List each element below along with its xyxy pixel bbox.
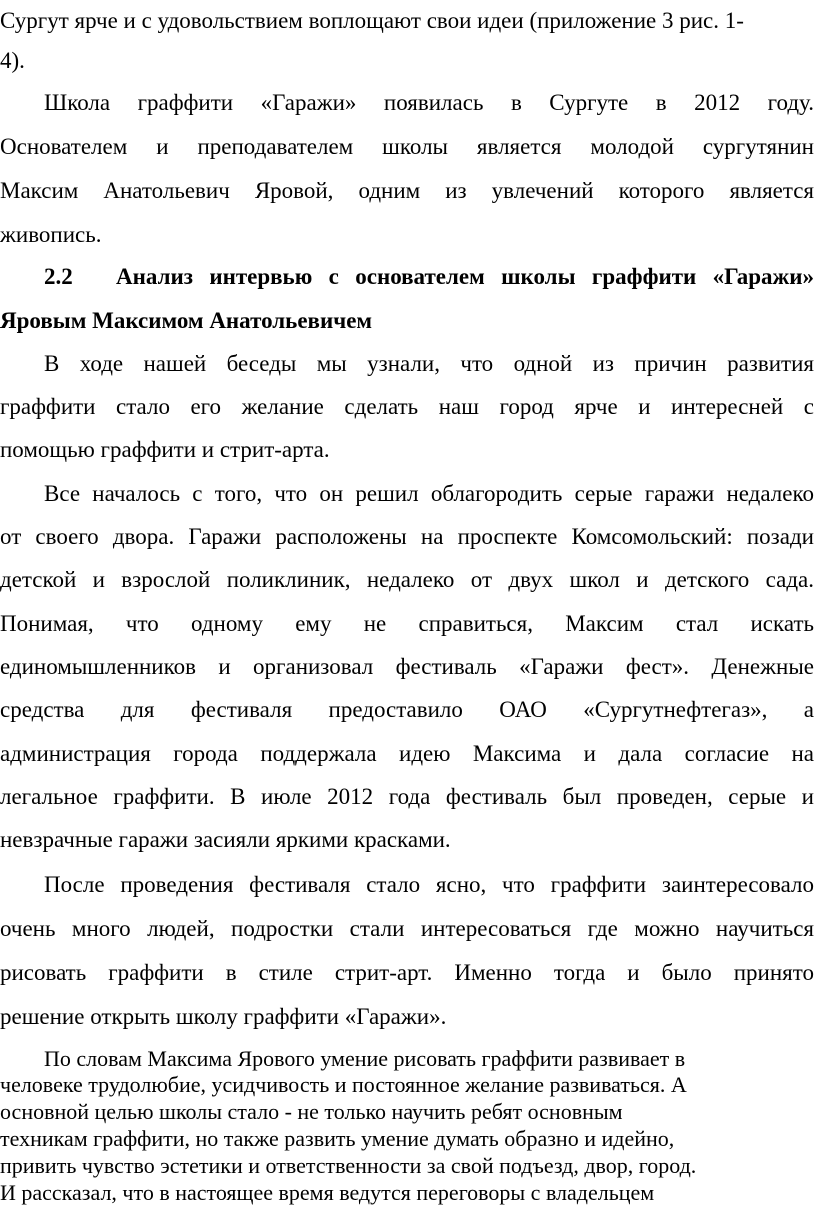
paragraph-garages-line-1: Все началось с того, что он решил облагородить серые гаражи недалеко (44, 481, 814, 506)
section-heading (44, 264, 814, 290)
paragraph-skills-line-5: привить чувство эстетики и ответственности за свой подъезд, двор, город. (0, 1153, 697, 1178)
paragraph-skills-line-1: По словам Максима Ярового умение рисовать граффити развивает в (44, 1046, 686, 1071)
paragraph-festival-line-1: После проведения фестиваля стало ясно, что граффити заинтересовало (44, 872, 814, 897)
paragraph-garages-line-7: администрация города поддержала идею Максима и дала согласие на (0, 741, 814, 766)
paragraph-skills-line-2: человеке трудолюбие, усидчивость и постоянное желание развиваться. А (0, 1072, 687, 1097)
section-heading-title: Анализ интервью с основателем школы граффити «Гаражи» (116, 264, 814, 289)
paragraph-school-line-1: Школа граффити «Гаражи» появилась в Сургуте в 2012 году. (44, 90, 814, 115)
paragraph-garages-line-9: невзрачные гаражи засияли яркими красками. (0, 827, 451, 852)
paragraph-festival-line-2: очень много людей, подростки стали интересоваться где можно научиться (0, 916, 814, 941)
paragraph-garages-line-3: детской и взрослой поликлиник, недалеко от двух школ и детского сада. (0, 567, 814, 592)
section-heading-number: 2.2 (44, 264, 73, 289)
paragraph-festival-line-4: решение открыть школу граффити «Гаражи». (0, 1004, 447, 1029)
paragraph-school-line-4: живопись. (0, 222, 102, 247)
paragraph-garages-line-4: Понимая, что одному ему не справиться, Максим стал искать (0, 611, 814, 636)
paragraph-skills-line-3: основной целью школы стало - не только научить ребят основным (0, 1099, 623, 1124)
paragraph-school-line-3: Максим Анатольевич Яровой, одним из увлечений которого является (0, 178, 814, 203)
paragraph-school-line-2: Основателем и преподавателем школы является молодой сургутянин (0, 134, 814, 159)
text-line-continuation-2: 4). (0, 48, 25, 73)
paragraph-interview-line-1: В ходе нашей беседы мы узнали, что одной из причин развития (44, 351, 814, 376)
paragraph-festival-line-3: рисовать граффити в стиле стрит-арт. Именно тогда и было принято (0, 960, 814, 985)
paragraph-garages-line-8: легальное граффити. В июле 2012 года фестиваль был проведен, серые и (0, 784, 814, 809)
paragraph-skills-line-4: техникам граффити, но также развить умение думать образно и идейно, (0, 1126, 675, 1151)
paragraph-skills-line-6: И рассказал, что в настоящее время ведутся переговоры с владельцем (0, 1180, 655, 1205)
section-heading-line-2: Яровым Максимом Анатольевичем (0, 308, 373, 333)
paragraph-garages-line-6: средства для фестиваля предоставило ОАО «Сургутнефтегаз», а (0, 697, 814, 722)
paragraph-garages-line-2: от своего двора. Гаражи расположены на проспекте Комсомольский: позади (0, 524, 814, 549)
paragraph-garages-line-5: единомышленников и организовал фестиваль «Гаражи фест». Денежные (0, 654, 814, 679)
paragraph-interview-line-3: помощью граффити и стрит-арта. (0, 437, 330, 462)
text-line-continuation-1: Сургут ярче и с удовольствием воплощают свои идеи (приложение 3 рис. 1- (0, 8, 744, 33)
paragraph-interview-line-2: граффити стало его желание сделать наш город ярче и интересней с (0, 394, 814, 419)
